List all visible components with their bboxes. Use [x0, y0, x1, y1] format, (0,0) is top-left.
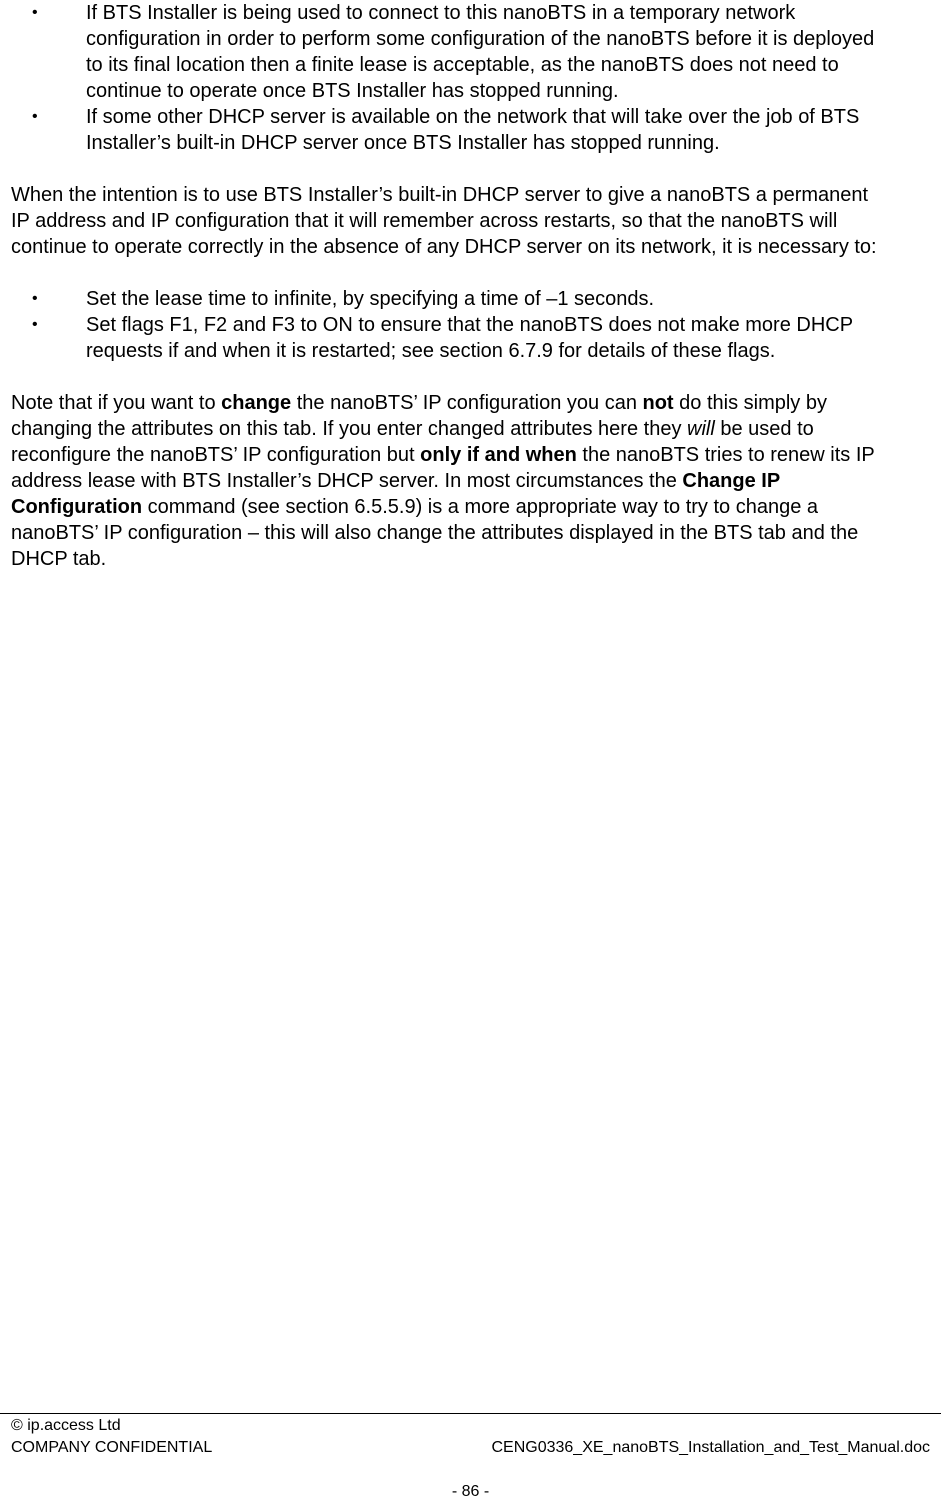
list-item — [11, 286, 891, 312]
spacer — [11, 364, 891, 390]
list-item — [11, 104, 891, 156]
spacer — [11, 260, 891, 286]
note-italic-will: will — [687, 418, 715, 440]
page-footer — [0, 1413, 941, 1500]
note-text: the nanoBTS tries to renew its IP address lease with BTS Installer’s DHCP server. In most circumstances the — [11, 444, 875, 492]
note-bold-change: change — [221, 392, 292, 414]
note-bold-only-if-and-when: only if and when — [420, 444, 577, 466]
footer-confidential: COMPANY CONFIDENTIAL — [11, 1439, 213, 1456]
intention-paragraph: When the intention is to use BTS Installer’s built-in DHCP server to give a nanoBTS a permanent IP address and IP configuration that it will remember across restarts, so that the nanoBTS will continue to operate correctly in the absence of any DHCP server on its network, it is necessary to: — [11, 184, 877, 258]
note-bold-change-ip-configuration: Change IP Configuration — [11, 470, 780, 518]
note-paragraph — [11, 390, 891, 572]
bullet-text: If BTS Installer is being used to connect to this nanoBTS in a temporary network configuration in order to perform some configuration of the nanoBTS before it is deployed to its final location then a finite lease is acceptable, as the nanoBTS does not need to continue to operate once BTS Installer has stopped running. — [86, 2, 875, 102]
document-body — [11, 0, 891, 572]
bullet-icon: • — [32, 108, 38, 125]
bullet-text: Set flags F1, F2 and F3 to ON to ensure that the nanoBTS does not make more DHCP requests if and when it is restarted; see section 6.7.9 for details of these flags. — [86, 314, 853, 362]
note-text: do this simply by changing the attributes on this tab. If you enter changed attributes here they — [11, 392, 827, 440]
spacer — [11, 156, 891, 182]
note-text: command (see section 6.5.5.9) is a more appropriate way to try to change a nanoBTS’ IP configuration – this will also change the attributes displayed in the BTS tab and the DHCP tab. — [11, 496, 859, 570]
bullet-icon: • — [32, 316, 38, 333]
lease-bullet-list — [11, 0, 891, 156]
bullet-icon: • — [32, 4, 38, 21]
note-text: the nanoBTS’ IP configuration you can — [291, 392, 643, 414]
note-text: be used to reconfigure the nanoBTS’ IP configuration but — [11, 418, 814, 466]
note-text: Note that if you want to — [11, 392, 222, 414]
bullet-text: If some other DHCP server is available on the network that will take over the job of BTS Installer’s built-in DHCP server once BTS Installer has stopped running. — [86, 106, 860, 154]
footer-copyright: © ip.access Ltd — [11, 1417, 121, 1434]
list-item — [11, 0, 891, 104]
footer-document-name: CENG0336_XE_nanoBTS_Installation_and_Test_Manual.doc — [491, 1439, 930, 1456]
list-item — [11, 312, 891, 364]
bullet-icon: • — [32, 290, 38, 307]
requirements-bullet-list — [11, 286, 891, 364]
bullet-text: Set the lease time to infinite, by specifying a time of –1 seconds. — [86, 288, 655, 310]
page-number: - 86 - — [451, 1483, 490, 1500]
note-bold-not: not — [642, 392, 674, 414]
